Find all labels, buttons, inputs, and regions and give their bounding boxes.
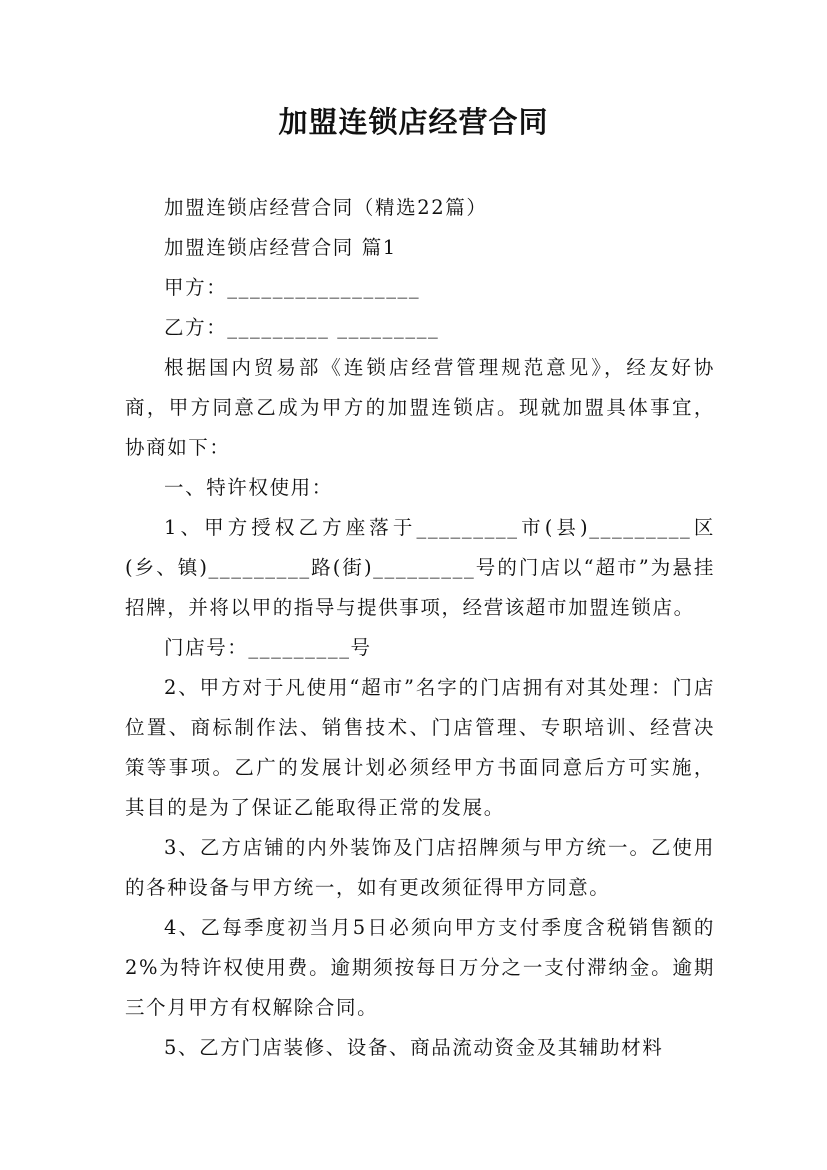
paragraph: 门店号：_________号 bbox=[164, 636, 372, 659]
paragraph: 一、特许权使用： bbox=[164, 476, 333, 499]
paragraph: 1、甲方授权乙方座落于_________市(县)_________区(乡、镇)_________路(街)_________号的门店以“超市”为悬挂招牌，并将以甲的指导与提供事项，经营该超市加盟连锁店。 bbox=[125, 516, 715, 619]
paragraph: 加盟连锁店经营合同 篇1 bbox=[164, 236, 397, 259]
paragraph: 根据国内贸易部《连锁店经营管理规范意见》，经友好协商，甲方同意乙成为甲方的加盟连锁店。现就加盟具体事宜，协商如下： bbox=[125, 356, 715, 459]
paragraph: 4、乙每季度初当月5日必须向甲方支付季度含税销售额的2%为特许权使用费。逾期须按每日万分之一支付滞纳金。逾期三个月甲方有权解除合同。 bbox=[125, 916, 715, 1019]
document-title: 加盟连锁店经营合同 bbox=[278, 105, 549, 139]
paragraph: 甲方：_________________ bbox=[164, 276, 421, 299]
paragraph: 5、乙方门店装修、设备、商品流动资金及其辅助材料 bbox=[164, 1036, 664, 1059]
document-body bbox=[125, 188, 715, 1068]
paragraph: 3、乙方店铺的内外装饰及门店招牌须与甲方统一。乙使用的各种设备与甲方统一，如有更改须征得甲方同意。 bbox=[125, 836, 715, 899]
paragraph: 乙方：_________ _________ bbox=[164, 316, 440, 339]
paragraph: 2、甲方对于凡使用“超市”名字的门店拥有对其处理：门店位置、商标制作法、销售技术、门店管理、专职培训、经营决策等事项。乙广的发展计划必须经甲方书面同意后方可实施，其目的是为了保证乙能取得正常的发展。 bbox=[125, 676, 715, 819]
paragraph: 加盟连锁店经营合同（精选22篇） bbox=[164, 196, 488, 219]
